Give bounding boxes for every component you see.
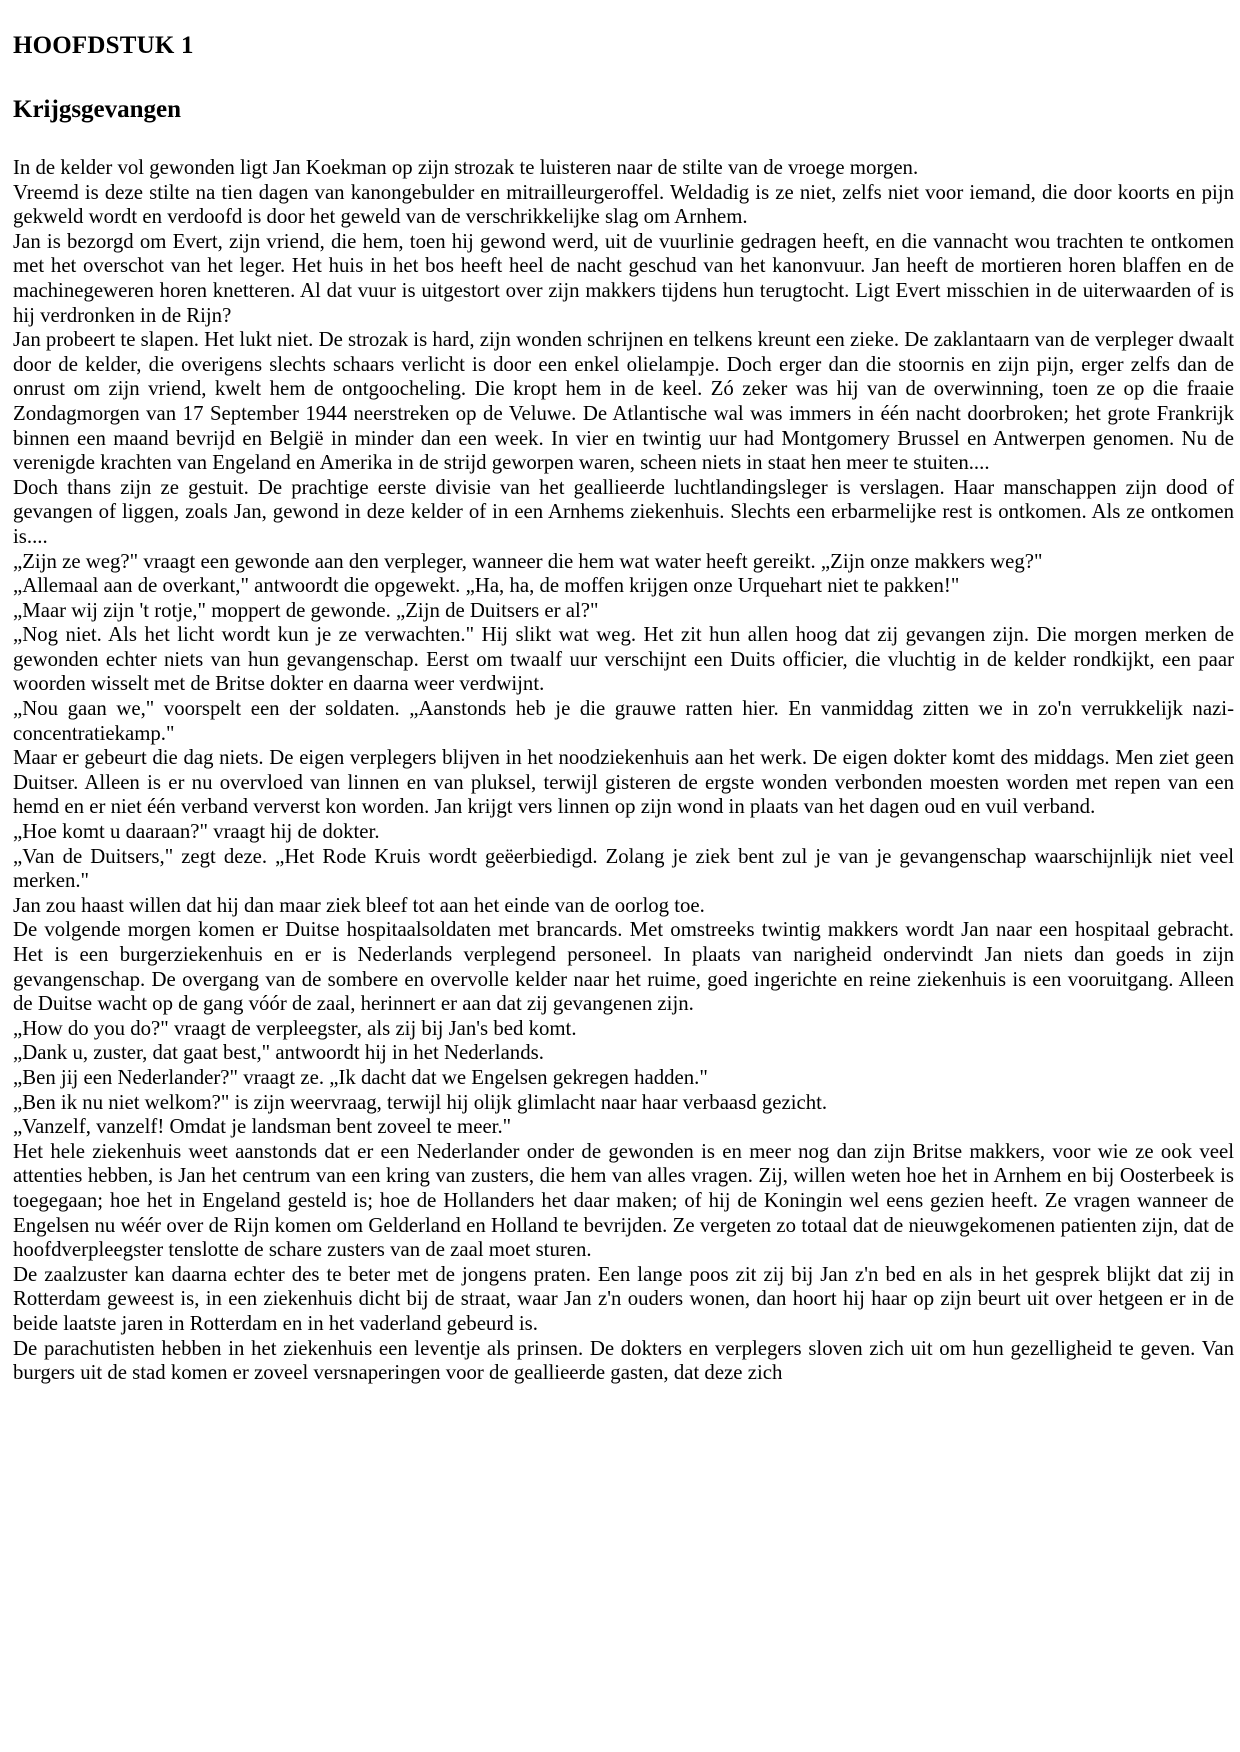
paragraph: Doch thans zijn ze gestuit. De prachtige eerste divisie van het geallieerde luchtlandingsleger is verslagen. Haar manschappen zijn dood of gevangen of liggen, zoals Jan, gewond in deze kelder of in een Arnhems ziekenhuis. Slechts een erbarmelijke rest is ontkomen. Als ze ontkomen is.... — [13, 475, 1234, 548]
paragraph: In de kelder vol gewonden ligt Jan Koekman op zijn strozak te luisteren naar de stilte van de vroege morgen. — [13, 156, 919, 179]
paragraph: „Zijn ze weg?" vraagt een gewonde aan den verpleger, wanneer die hem wat water heeft gereikt. „Zijn onze makkers weg?" — [13, 549, 1043, 573]
paragraph: „Ben jij een Nederlander?" vraagt ze. „Ik dacht dat we Engelsen gekregen hadden." — [13, 1065, 708, 1089]
paragraph: „How do you do?" vraagt de verpleegster, als zij bij Jan's bed komt. — [13, 1016, 577, 1040]
paragraph: Het hele ziekenhuis weet aanstonds dat er een Nederlander onder de gewonden is en meer nog dan zijn Britse makkers, voor wie ze ook veel attenties hebben, is Jan het centrum van een kring van zusters, die hem van alles vragen. Zij, willen weten hoe het in Arnhem en bij Oosterbeek is toegegaan; hoe het in Engeland gesteld is; hoe de Hollanders het daar maken; of hij de Koningin wel eens gezien heeft. Ze vragen wanneer de Engelsen nu wéér over de Rijn komen om Gelderland en Holland te bevrijden. Ze vergeten zo totaal dat de nieuwgekomenen patienten zijn, dat de hoofdverpleegster tenslotte de schare zusters van de zaal moet sturen. — [13, 1139, 1234, 1262]
paragraph: „Hoe komt u daaraan?" vraagt hij de dokter. — [13, 820, 380, 844]
paragraph: „Vanzelf, vanzelf! Omdat je landsman bent zoveel te meer." — [13, 1115, 512, 1139]
paragraph: „Dank u, zuster, dat gaat best," antwoordt hij in het Nederlands. — [13, 1041, 544, 1065]
chapter-title: Krijgsgevangen — [13, 96, 182, 123]
paragraph: „Nou gaan we," voorspelt een der soldaten. „Aanstonds heb je die grauwe ratten hier. En vanmiddag zitten we in zo'n verrukkelijk nazi-concentratiekamp." — [13, 697, 1234, 745]
chapter-heading: HOOFDSTUK 1 — [13, 32, 194, 59]
paragraph: „Nog niet. Als het licht wordt kun je ze verwachten." Hij slikt wat weg. Het zit hun allen hoog dat zij gevangen zijn. Die morgen merken de gewonden echter niets van hun gevangenschap. Eerst om twaalf uur verschijnt een Duits officier, die vluchtig in de kelder rondkijkt, een paar woorden wisselt met de Britse dokter en daarna weer verdwijnt. — [13, 623, 1234, 696]
paragraph: Jan zou haast willen dat hij dan maar ziek bleef tot aan het einde van de oorlog toe. — [13, 893, 705, 917]
paragraph: Jan is bezorgd om Evert, zijn vriend, die hem, toen hij gewond werd, uit de vuurlinie gedragen heeft, en die vannacht wou trachten te ontkomen met het overschot van het leger. Het huis in het bos heeft heel de nacht geschud van het kanonvuur. Jan heeft de mortieren horen blaffen en de machinegeweren horen knetteren. Al dat vuur is uitgestort over zijn makkers tijdens hun terugtocht. Ligt Evert misschien in de uiterwaarden of is hij verdronken in de Rijn? — [13, 229, 1234, 327]
paragraph: „Maar wij zijn 't rotje," moppert de gewonde. „Zijn de Duitsers er al?" — [13, 598, 599, 622]
paragraph: Jan probeert te slapen. Het lukt niet. De strozak is hard, zijn wonden schrijnen en telkens kreunt een zieke. De zaklantaarn van de verpleger dwaalt door de kelder, die overigens slechts schaars verlicht is door een enkel olielampje. Doch erger dan die stoornis en zijn pijn, erger zelfs dan de onrust om zijn vriend, kwelt hem de ontgoocheling. Die kropt hem in de keel. Zó zeker was hij van de overwinning, toen ze op die fraaie Zondagmorgen van 17 September 1944 neerstreken op de Veluwe. De Atlantische wal was immers in één nacht doorbroken; het grote Frankrijk binnen een maand bevrijd en België in minder dan een week. In vier en twintig uur had Montgomery Brussel en Antwerpen genomen. Nu de verenigde krachten van Engeland en Amerika in de strijd geworpen waren, scheen niets in staat hen meer te stuiten.... — [13, 328, 1234, 475]
paragraph: Maar er gebeurt die dag niets. De eigen verplegers blijven in het noodziekenhuis aan het werk. De eigen dokter komt des middags. Men ziet geen Duitser. Alleen is er nu overvloed van linnen en van pluksel, terwijl gisteren de ergste wonden verbonden moesten worden met repen van een hemd en er niet één verband ververst kon worden. Jan krijgt vers linnen op zijn wond in plaats van het dagen oud en vuil verband. — [13, 746, 1234, 819]
chapter-body — [13, 156, 1234, 1386]
paragraph: „Ben ik nu niet welkom?" is zijn weervraag, terwijl hij olijk glimlacht naar haar verbaasd gezicht. — [13, 1090, 828, 1114]
paragraph: De volgende morgen komen er Duitse hospitaalsoldaten met brancards. Met omstreeks twintig makkers wordt Jan naar een hospitaal gebracht. Het is een burgerziekenhuis en er is Nederlands verplegend personeel. In plaats van narigheid ondervindt Jan niets dan goeds in zijn gevangenschap. De overgang van de sombere en overvolle kelder naar het ruime, goed ingerichte en reine ziekenhuis is een vooruitgang. Alleen de Duitse wacht op de gang vóór de zaal, herinnert er aan dat zij gevangenen zijn. — [13, 918, 1234, 1016]
paragraph: „Van de Duitsers," zegt deze. „Het Rode Kruis wordt geëerbiedigd. Zolang je ziek bent zul je van je gevangenschap waarschijnlijk niet veel merken." — [13, 844, 1234, 893]
paragraph: Vreemd is deze stilte na tien dagen van kanongebulder en mitrailleurgeroffel. Weldadig is ze niet, zelfs niet voor iemand, die door koorts en pijn gekweld wordt en verdoofd is door het geweld van de verschrikkelijke slag om Arnhem. — [13, 180, 1234, 229]
document-page — [13, 26, 1234, 1386]
paragraph: De zaalzuster kan daarna echter des te beter met de jongens praten. Een lange poos zit zij bij Jan z'n bed en als in het gesprek blijkt dat zij in Rotterdam geweest is, in een ziekenhuis dicht bij de straat, waar Jan z'n ouders wonen, dan hoort hij haar op zijn beurt uit over hetgeen er in de beide laatste jaren in Rotterdam en in het vaderland gebeurd is. — [13, 1262, 1234, 1335]
paragraph: De parachutisten hebben in het ziekenhuis een leventje als prinsen. De dokters en verplegers sloven zich uit om hun gezelligheid te geven. Van burgers uit de stad komen er zoveel versnaperingen voor de geallieerde gasten, dat deze zich — [13, 1336, 1234, 1385]
paragraph: „Allemaal aan de overkant," antwoordt die opgewekt. „Ha, ha, de moffen krijgen onze Urquehart niet te pakken!" — [13, 574, 960, 598]
